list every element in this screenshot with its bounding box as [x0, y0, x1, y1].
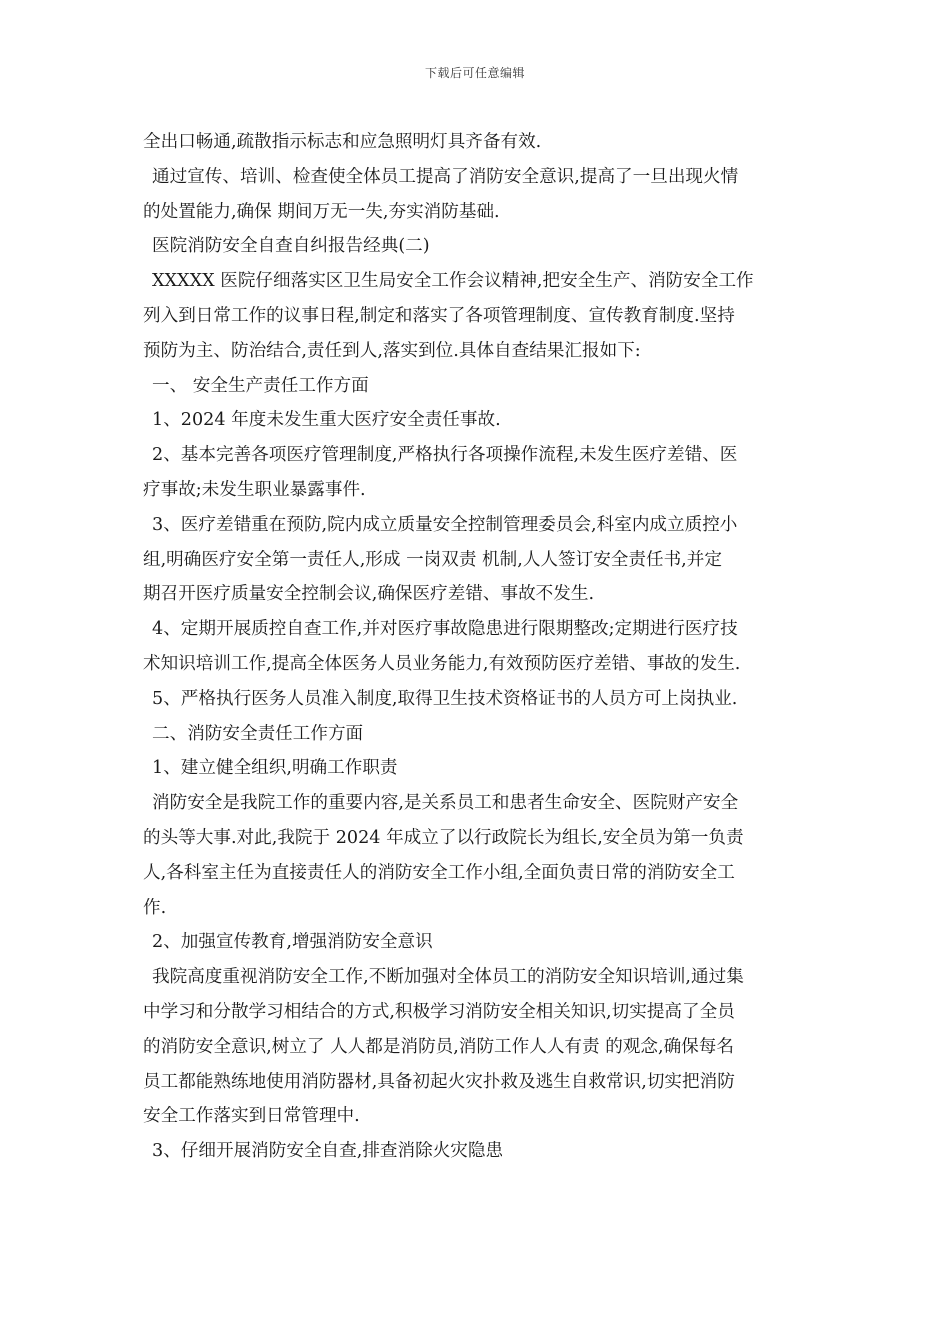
- text-line: 二、消防安全责任工作方面: [152, 723, 364, 744]
- text-line: 1、2024 年度未发生重大医疗安全责任事故.: [152, 410, 501, 431]
- text-line: 组,明确医疗安全第一责任人,形成 一岗双责 机制,人人签订安全责任书,并定: [143, 549, 722, 570]
- text-line: 的消防安全意识,树立了 人人都是消防员,消防工作人人有责 的观念,确保每名: [143, 1036, 734, 1057]
- text-line: 疗事故;未发生职业暴露事件.: [143, 479, 366, 500]
- text-line: 2、基本完善各项医疗管理制度,严格执行各项操作流程,未发生医疗差错、医: [152, 445, 738, 466]
- text-line: 3、仔细开展消防安全自查,排查消除火灾隐患: [152, 1141, 504, 1162]
- text-line: 全出口畅通,疏散指示标志和应急照明灯具齐备有效.: [143, 132, 542, 152]
- text-line: 作.: [143, 897, 167, 918]
- text-line: 人,各科室主任为直接责任人的消防安全工作小组,全面负责日常的消防安全工: [143, 862, 735, 883]
- text-line: 安全工作落实到日常管理中.: [143, 1106, 360, 1127]
- text-line: 消防安全是我院工作的重要内容,是关系员工和患者生命安全、医院财产安全: [152, 793, 739, 814]
- text-line: 通过宣传、培训、检查使全体员工提高了消防安全意识,提高了一旦出现火情: [152, 166, 739, 187]
- document-body: [143, 125, 808, 1169]
- text-line: 2、加强宣传教育,增强消防安全意识: [152, 932, 433, 953]
- text-line: 一、 安全生产责任工作方面: [152, 375, 369, 396]
- text-line: 1、建立健全组织,明确工作职责: [152, 758, 398, 779]
- text-line: 5、严格执行医务人员准入制度,取得卫生技术资格证书的人员方可上岗执业.: [152, 688, 738, 709]
- text-line: 3、医疗差错重在预防,院内成立质量安全控制管理委员会,科室内成立质控小: [152, 514, 738, 535]
- text-line: 4、定期开展质控自查工作,并对医疗事故隐患进行限期整改;定期进行医疗技: [152, 619, 738, 640]
- page-header: 下载后可任意编辑: [424, 66, 525, 80]
- text-line: 员工都能熟练地使用消防器材,具备初起火灾扑救及逃生自救常识,切实把消防: [143, 1071, 735, 1092]
- text-line: 我院高度重视消防安全工作,不断加强对全体员工的消防安全知识培训,通过集: [152, 967, 744, 988]
- text-line: 的处置能力,确保 期间万无一失,夯实消防基础.: [143, 201, 500, 222]
- text-line: 的头等大事.对此,我院于 2024 年成立了以行政院长为组长,安全员为第一负责: [143, 827, 744, 848]
- text-line: 中学习和分散学习相结合的方式,积极学习消防安全相关知识,切实提高了全员: [143, 1001, 735, 1022]
- text-line: 预防为主、防治结合,责任到人,落实到位.具体自查结果汇报如下:: [143, 340, 641, 361]
- text-line: 列入到日常工作的议事日程,制定和落实了各项管理制度、宣传教育制度.坚持: [143, 305, 735, 326]
- text-line: 术知识培训工作,提高全体医务人员业务能力,有效预防医疗差错、事故的发生.: [143, 653, 741, 674]
- text-line: 医院消防安全自查自纠报告经典(二): [152, 236, 430, 257]
- text-line: 期召开医疗质量安全控制会议,确保医疗差错、事故不发生.: [143, 584, 595, 605]
- text-line: XXXXX 医院仔细落实区卫生局安全工作会议精神,把安全生产、消防安全工作: [152, 271, 754, 292]
